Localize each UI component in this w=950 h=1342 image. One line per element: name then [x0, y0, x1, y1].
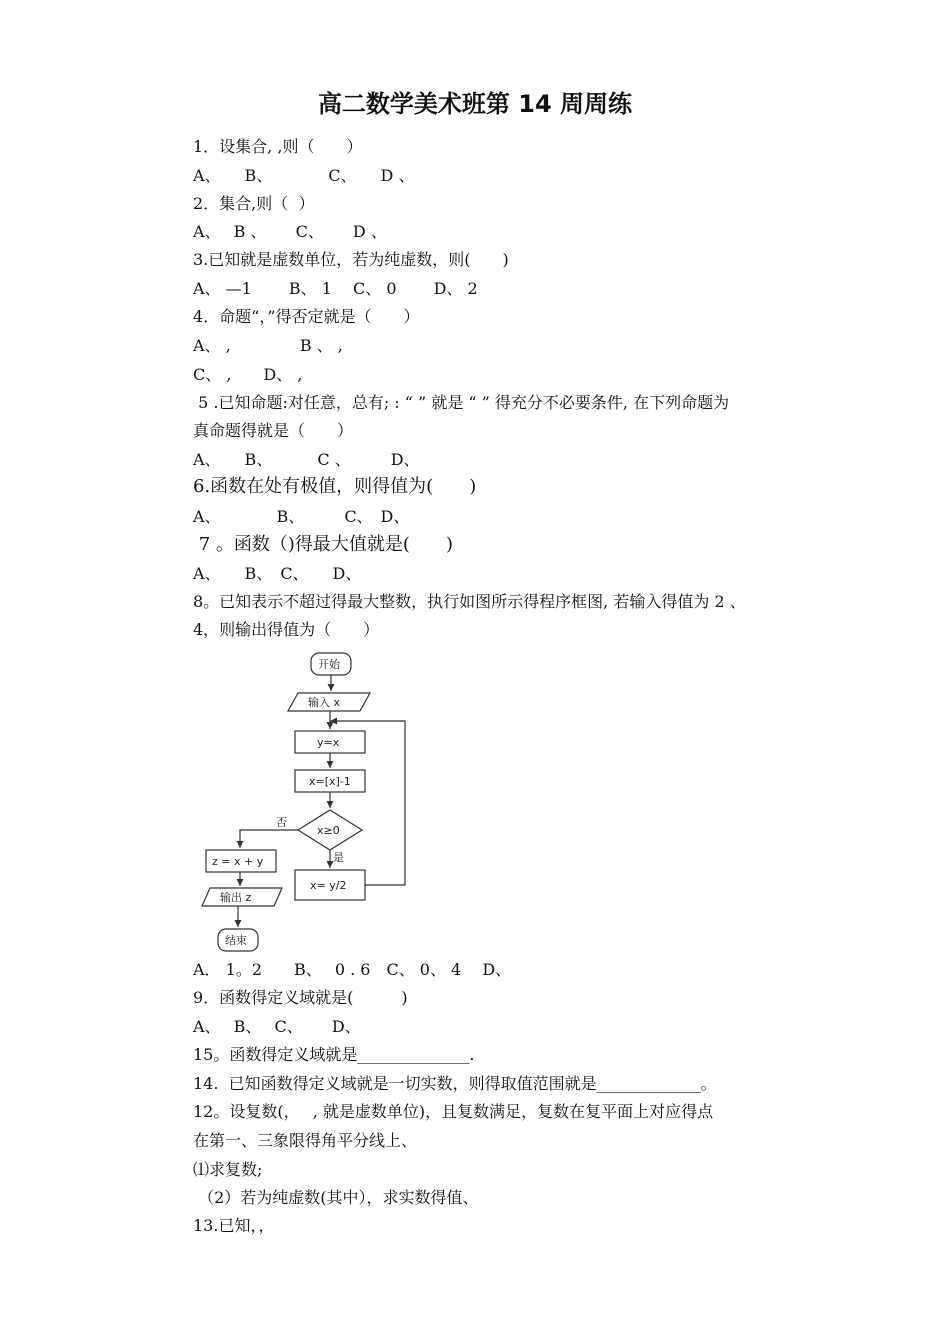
question-8-cont: 4，则输出得值为（ ）	[193, 620, 380, 639]
flow-start-label: 开始	[318, 658, 340, 671]
question-2-options: A、 B 、 C、 D 、	[193, 222, 387, 241]
question-1-options: A、 B、 C、 D 、	[193, 166, 415, 185]
flow-condition-label: x≥0	[317, 824, 340, 837]
question-5: 5 .已知命题:对任意，总有; : “ ” 就是 “ ” 得充分不必要条件, 在下列命题为	[193, 393, 730, 412]
question-3-options: A、 —1 B、 1 C、 0 D、 2	[193, 279, 478, 298]
question-13: 13.已知，，	[193, 1216, 275, 1235]
flow-end-label: 结束	[225, 934, 247, 947]
question-12: 12。设复数(， , 就是虚数单位)，且复数满足，复数在复平面上对应得点	[193, 1102, 714, 1121]
question-5-options: A、 B、 C 、 D、	[193, 450, 420, 469]
question-4: 4．命题“，”得否定就是（ ）	[193, 307, 420, 326]
question-4-options-cd: C、 , D、 ,	[193, 365, 303, 384]
question-9: 9．函数得定义域就是( )	[193, 988, 408, 1007]
question-7: 7 。函数（)得最大值就是( )	[193, 534, 453, 555]
question-6: 6.函数在处有极值，则得值为( )	[193, 476, 477, 497]
question-4-options-ab: A、 , B 、 ,	[193, 336, 343, 355]
flow-halve-label: x= y/2	[310, 879, 347, 892]
flow-assign-y-label: y=x	[317, 736, 340, 749]
question-8: 8。已知表示不超过得最大整数，执行如图所示得程序框图, 若输入得值为 2 、	[193, 592, 746, 611]
question-3: 3.已知就是虚数单位，若为纯虚数，则( )	[193, 250, 509, 269]
flow-sum-label: z = x + y	[212, 855, 264, 868]
question-6-options: A、 B、 C、 D、	[193, 507, 410, 526]
page-title: 高二数学美术班第 14 周周练	[317, 90, 633, 118]
question-1: 1．设集合, ,则（ ）	[193, 137, 363, 156]
flow-input-label: 输入 x	[308, 696, 341, 709]
question-12-part-2: （2）若为纯虚数(其中），求实数得值、	[193, 1188, 479, 1207]
question-9-options: A、 B、 C、 D、	[193, 1017, 361, 1036]
question-5-cont: 真命题得就是（ ）	[193, 421, 354, 440]
question-7-options: A、 B、 C、 D、	[193, 564, 362, 583]
question-12-part-1: ⑴求复数;	[193, 1160, 263, 1179]
question-15: 15。函数得定义域就是______________.	[193, 1045, 475, 1064]
flow-yes-label: 是	[333, 851, 344, 864]
question-2: 2．集合,则（ ）	[193, 194, 315, 213]
flow-output-label: 输出 z	[220, 891, 252, 904]
flow-update-x-label: x=[x]-1	[309, 775, 351, 788]
program-flowchart	[190, 645, 420, 955]
flow-no-label: 否	[276, 816, 287, 829]
question-8-options: A． 1。2 B、 0 . 6 C、 0、 4 D、	[193, 960, 512, 979]
question-12-cont: 在第一、三象限得角平分线上、	[193, 1131, 418, 1150]
question-14: 14. 已知函数得定义域就是一切实数，则得取值范围就是_____________。	[193, 1074, 717, 1093]
